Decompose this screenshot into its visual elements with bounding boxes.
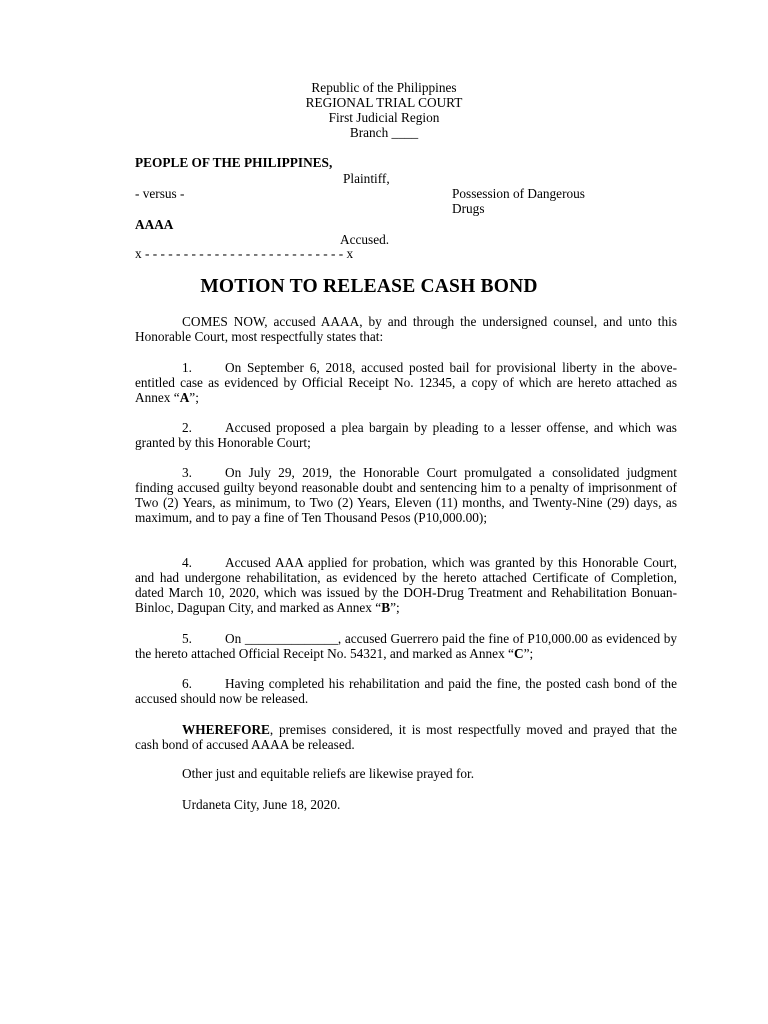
paragraph-text: Accused AAA applied for probation, which was granted by this Honorable Court, and had undergone rehabilitation, as evidenced by the hereto attached Certificate of Completion, dated March 10, 2020, which was issued by the DOH-Drug Treatment and Rehabilitation Bonuan-Binloc, Dagupan City, and marked as Annex “: [135, 555, 677, 615]
accused-name: AAAA: [135, 217, 174, 232]
paragraph-tail: ”;: [390, 600, 400, 615]
plaintiff-name: PEOPLE OF THE PHILIPPINES,: [135, 155, 333, 170]
paragraph-number: 2.: [182, 420, 192, 435]
paragraph-2: [135, 420, 677, 450]
accused-label: Accused.: [340, 232, 390, 247]
versus-text: - versus -: [135, 186, 185, 201]
paragraph-text: On September 6, 2018, accused posted bail for provisional liberty in the above-entitled case as evidenced by Official Receipt No. 12345, a copy of which are hereto attached as Annex “: [135, 360, 677, 405]
place-date: Urdaneta City, June 18, 2020.: [182, 797, 341, 812]
paragraph-number: 3.: [182, 465, 192, 480]
paragraph-number: 6.: [182, 676, 192, 691]
document-title: MOTION TO RELEASE CASH BOND: [200, 276, 538, 297]
paragraph-6: [135, 676, 677, 706]
header-branch: Branch ____: [349, 125, 419, 140]
paragraph-5: [135, 631, 677, 661]
wherefore-text: , premises considered, it is most respectfully moved and prayed that the cash bond of accused AAAA be released.: [135, 722, 677, 752]
header-region: First Judicial Region: [328, 110, 440, 125]
paragraph-tail: ”;: [523, 646, 534, 661]
header-republic: Republic of the Philippines: [311, 80, 457, 95]
other-reliefs: Other just and equitable reliefs are likewise prayed for.: [182, 766, 475, 781]
paragraph-1: [135, 360, 677, 405]
paragraph-number: 1.: [182, 360, 192, 375]
paragraph-number: 5.: [182, 631, 192, 646]
annex-label: A: [179, 390, 190, 405]
annex-label: C: [513, 646, 524, 661]
intro-paragraph: COMES NOW, accused AAAA, by and through the undersigned counsel, and unto this Honorable Court, most respectfully states that:: [135, 314, 677, 344]
paragraph-text: On ______________, accused Guerrero paid the fine of P10,000.00 as evidenced by the hereto attached Official Receipt No. 54321, and marked as Annex “: [135, 631, 677, 661]
wherefore-lead: WHEREFORE: [182, 722, 270, 737]
caption-separator: x - - - - - - - - - - - - - - - - - - - - - - - - - - x: [135, 246, 354, 261]
paragraph-text: Accused proposed a plea bargain by pleading to a lesser offense, and which was granted by this Honorable Court;: [135, 420, 677, 450]
wherefore-paragraph: [135, 722, 677, 752]
annex-label: B: [381, 600, 391, 615]
paragraph-tail: ”;: [189, 390, 199, 405]
paragraph-text: On July 29, 2019, the Honorable Court promulgated a consolidated judgment finding accused guilty beyond reasonable doubt and sentencing him to a penalty of imprisonment of Two (2) Years, as minimum, to Two (2) Years, Eleven (11) months, and Twenty-Nine (29) days, as maximum, and to pay a fine of Ten Thousand Pesos (P10,000.00);: [135, 465, 677, 525]
plaintiff-label: Plaintiff,: [343, 171, 390, 186]
paragraph-3: [135, 465, 677, 525]
paragraph-4: [135, 555, 677, 615]
case-title-line2: Drugs: [452, 201, 485, 216]
case-title-line1: Possession of Dangerous: [452, 186, 585, 201]
header-court: REGIONAL TRIAL COURT: [305, 95, 463, 110]
paragraph-number: 4.: [182, 555, 192, 570]
court-header: [0, 80, 768, 140]
paragraph-text: Having completed his rehabilitation and paid the fine, the posted cash bond of the accused should now be released.: [135, 676, 677, 706]
